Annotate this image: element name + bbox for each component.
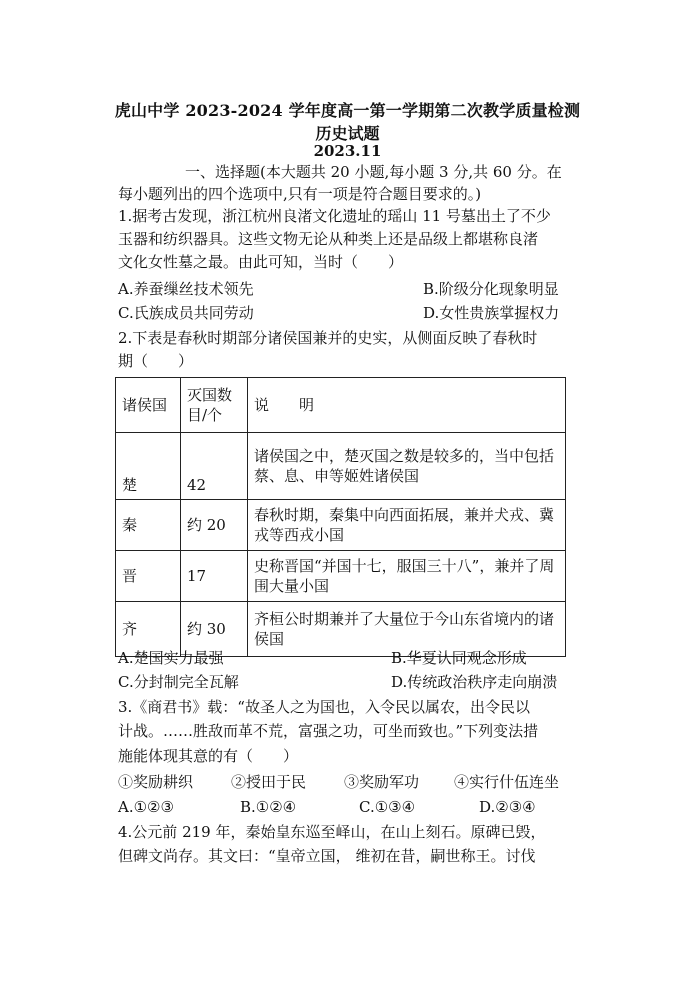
table-row — [116, 551, 566, 602]
q1-option-b: B.阶级分化现象明显 — [423, 280, 559, 298]
table-cell-count: 42 — [181, 433, 248, 500]
q3-item-3: ③奖励军功 — [344, 773, 420, 791]
table-header-row — [116, 378, 566, 433]
table-cell-count: 约 20 — [181, 500, 248, 551]
table-cell-count: 17 — [181, 551, 248, 602]
table-cell-state: 楚 — [116, 433, 181, 500]
section-heading-cont: 每小题列出的四个选项中,只有一项是符合题目要求的。) — [118, 185, 482, 203]
table-cell-count: 约 30 — [181, 602, 248, 657]
q2-line-1: 2.下表是春秋时期部分诸侯国兼并的史实，从侧面反映了春秋时 — [118, 329, 538, 347]
table-cell-state: 齐 — [116, 602, 181, 657]
q1-option-d: D.女性贵族掌握权力 — [423, 304, 560, 322]
table-header-cell: 说 明 — [248, 378, 566, 433]
q1-line-3: 文化女性墓之最。由此可知，当时（ ） — [118, 253, 404, 271]
q4-line-2: 但碑文尚存。其文曰：“皇帝立国， 维初在昔，嗣世称王。讨伐 — [118, 847, 536, 865]
table-header-cell: 诸侯国 — [116, 378, 181, 433]
table-cell-note: 春秋时期，秦集中向西面拓展，兼并犬戎、冀戎等西戎小国 — [248, 500, 566, 551]
q1-option-c: C.氏族成员共同劳动 — [118, 304, 254, 322]
exam-date: 2023.11 — [313, 142, 382, 160]
q3-line-2: 计战。……胜敌而革不荒，富强之功，可坐而致也。”下列变法措 — [118, 722, 539, 740]
section-heading: 一、选择题(本大题共 20 小题,每小题 3 分,共 60 分。在 — [185, 163, 562, 181]
annexation-table — [115, 377, 566, 657]
q3-item-2: ②授田于民 — [231, 773, 307, 791]
q3-line-1: 3.《商君书》载：“故圣人之为国也，入令民以属农，出令民以 — [118, 698, 530, 716]
exam-subject: 历史试题 — [315, 124, 380, 143]
q3-item-1: ①奖励耕织 — [118, 773, 194, 791]
table-cell-note: 诸侯国之中，楚灭国之数是较多的，当中包括蔡、息、申等姬姓诸侯国 — [248, 433, 566, 500]
table-header-cell: 灭国数目/个 — [181, 378, 248, 433]
table-cell-note: 齐桓公时期兼并了大量位于今山东省境内的诸侯国 — [248, 602, 566, 657]
q2-option-c: C.分封制完全瓦解 — [118, 673, 239, 691]
q2-line-2: 期（ ） — [118, 352, 194, 370]
q3-option-d: D.②③④ — [479, 798, 536, 816]
q2-option-d: D.传统政治秩序走向崩溃 — [391, 673, 558, 691]
q3-item-4: ④实行什伍连坐 — [454, 773, 560, 791]
q4-line-1: 4.公元前 219 年，秦始皇东巡至峄山，在山上刻石。原碑已毁， — [118, 823, 546, 841]
table-cell-note: 史称晋国“并国十七，服国三十八”，兼并了周围大量小国 — [248, 551, 566, 602]
q1-option-a: A.养蚕缫丝技术领先 — [118, 280, 254, 298]
q3-line-3: 施能体现其意的有（ ） — [118, 747, 299, 765]
q2-option-b: B.华夏认同观念形成 — [391, 649, 527, 667]
exam-title: 虎山中学 2023-2024 学年度高一第一学期第二次教学质量检测 — [114, 101, 581, 120]
table-cell-state: 秦 — [116, 500, 181, 551]
q3-option-b: B.①②④ — [240, 798, 297, 816]
table-row — [116, 500, 566, 551]
table-cell-state: 晋 — [116, 551, 181, 602]
q3-option-a: A.①②③ — [118, 798, 174, 816]
q1-line-1: 1.据考古发现，浙江杭州良渚文化遗址的瑶山 11 号墓出土了不少 — [118, 207, 551, 225]
q3-option-c: C.①③④ — [359, 798, 416, 816]
q2-option-a: A.楚国实力最强 — [118, 649, 224, 667]
q1-line-2: 玉器和纺织器具。这些文物无论从种类上还是品级上都堪称良渚 — [118, 230, 539, 248]
table-row — [116, 433, 566, 500]
